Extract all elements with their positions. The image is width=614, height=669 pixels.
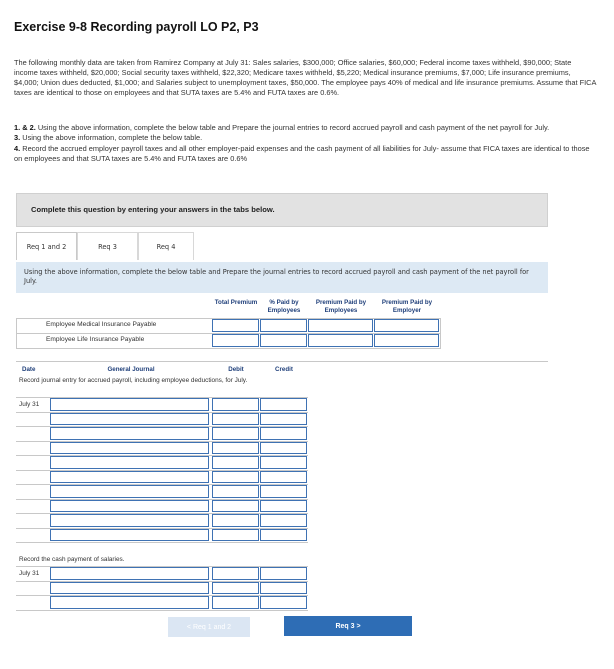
entry-2-description: Record the cash payment of salaries.: [19, 556, 125, 563]
col-header-debit: Debit: [228, 366, 244, 373]
col-header-date: Date: [22, 366, 36, 373]
account-select[interactable]: [50, 514, 209, 527]
account-select[interactable]: [50, 582, 209, 595]
requirement-3: [14, 133, 596, 143]
instruction-text: Complete this question by entering your answers in the tabs below.: [31, 205, 275, 214]
col-header-total-premium: Total Premium: [214, 299, 258, 306]
tab-req-3[interactable]: Req 3: [77, 232, 138, 260]
debit-input[interactable]: [212, 500, 259, 513]
credit-input[interactable]: [260, 514, 307, 527]
credit-input[interactable]: [260, 398, 307, 411]
table-divider: [16, 348, 440, 349]
debit-input[interactable]: [212, 485, 259, 498]
credit-input[interactable]: [260, 456, 307, 469]
instruction-banner: [16, 193, 548, 227]
account-select[interactable]: [50, 567, 209, 580]
account-select[interactable]: [50, 529, 209, 542]
medical-pct-paid-input[interactable]: [260, 319, 307, 332]
account-select[interactable]: [50, 413, 209, 426]
credit-input[interactable]: [260, 567, 307, 580]
credit-input[interactable]: [260, 500, 307, 513]
problem-statement: The following monthly data are taken from Ramirez Company at July 31: Sales salaries, $300,000; Office salaries, $60,000; Federal income taxes withheld, $90,000; State income taxes withheld, $20,000; Social security taxes withheld, $22,320; Medicare taxes withheld, $5,220; Medical insurance premiums, $7,000; Life insurance premiums, $4,000; Union dues deducted, $1,000; and Salaries subject to unemployment taxes, $50,000. The employee pays 40% of medical and life insurance premiums. Assume that FICA taxes are identical to those on employees and that SUTA taxes are 5.4% and FUTA taxes are 0.6%.: [14, 58, 597, 97]
next-button[interactable]: Req 3 >: [284, 616, 412, 636]
prev-button[interactable]: < Req 1 and 2: [168, 617, 250, 637]
account-select[interactable]: [50, 471, 209, 484]
tab-req-1-and-2[interactable]: Req 1 and 2: [16, 232, 77, 260]
requirement-1-2-text: Using the above information, complete the below table and Prepare the journal entries to record accrued payroll and cash payment of the net payroll for July.: [35, 123, 550, 132]
account-select[interactable]: [50, 442, 209, 455]
panel-description-text: Using the above information, complete the below table and Prepare the journal entries to record accrued payroll and cash payment of the net payroll for July.: [24, 268, 529, 285]
table-divider: [440, 318, 441, 349]
medical-paid-employees-input[interactable]: [308, 319, 373, 332]
panel-description: [16, 262, 548, 293]
table-divider: [16, 542, 308, 543]
requirement-4-text: Record the accrued employer payroll taxes and all other employer-paid expenses and the cash payment of all liabilities for July- assume that FICA taxes are identical to those on employees and that SUTA taxes are 5.4% and FUTA taxes are 0.6%: [14, 143, 590, 163]
credit-input[interactable]: [260, 471, 307, 484]
premium-row-label: Employee Medical Insurance Payable: [46, 321, 157, 328]
credit-input[interactable]: [260, 413, 307, 426]
debit-input[interactable]: [212, 567, 259, 580]
debit-input[interactable]: [212, 456, 259, 469]
requirement-1-2: [14, 123, 596, 133]
col-header-credit: Credit: [275, 366, 293, 373]
life-paid-employer-input[interactable]: [374, 334, 439, 347]
medical-total-premium-input[interactable]: [212, 319, 259, 332]
requirement-4: [14, 144, 596, 165]
life-pct-paid-input[interactable]: [260, 334, 307, 347]
account-select[interactable]: [50, 485, 209, 498]
debit-input[interactable]: [212, 471, 259, 484]
col-header-premium-paid-employer: Premium Paid by Employer: [381, 299, 433, 314]
account-select[interactable]: [50, 456, 209, 469]
requirement-3-number: 3.: [14, 133, 21, 143]
table-divider: [16, 361, 548, 362]
requirement-4-number: 4.: [14, 143, 21, 153]
debit-input[interactable]: [212, 398, 259, 411]
credit-input[interactable]: [260, 596, 307, 609]
account-select[interactable]: [50, 596, 209, 609]
tab-req-4[interactable]: Req 4: [138, 232, 194, 260]
debit-input[interactable]: [212, 427, 259, 440]
life-total-premium-input[interactable]: [212, 334, 259, 347]
entry-date: July 31: [19, 570, 40, 577]
credit-input[interactable]: [260, 427, 307, 440]
entry-date: July 31: [19, 401, 40, 408]
account-select[interactable]: [50, 500, 209, 513]
debit-input[interactable]: [212, 596, 259, 609]
credit-input[interactable]: [260, 442, 307, 455]
table-divider: [16, 610, 308, 611]
credit-input[interactable]: [260, 582, 307, 595]
col-header-general-journal: General Journal: [107, 366, 155, 373]
col-header-premium-paid-employees: Premium Paid by Employees: [315, 299, 367, 314]
debit-input[interactable]: [212, 413, 259, 426]
requirement-1-2-number: 1. & 2.: [14, 123, 36, 132]
account-select[interactable]: [50, 427, 209, 440]
requirement-3-text: Using the above information, complete the below table.: [20, 133, 203, 143]
medical-paid-employer-input[interactable]: [374, 319, 439, 332]
account-select[interactable]: [50, 398, 209, 411]
col-header-pct-paid-employees: % Paid by Employees: [267, 299, 301, 314]
page-title: Exercise 9-8 Recording payroll LO P2, P3: [14, 20, 259, 34]
debit-input[interactable]: [212, 529, 259, 542]
debit-input[interactable]: [212, 582, 259, 595]
credit-input[interactable]: [260, 485, 307, 498]
entry-1-description: Record journal entry for accrued payroll, including employee deductions, for July.: [19, 377, 248, 384]
premium-row-label: Employee Life Insurance Payable: [46, 336, 145, 343]
table-divider: [16, 318, 17, 349]
debit-input[interactable]: [212, 514, 259, 527]
requirements-list: [14, 123, 596, 164]
debit-input[interactable]: [212, 442, 259, 455]
life-paid-employees-input[interactable]: [308, 334, 373, 347]
credit-input[interactable]: [260, 529, 307, 542]
